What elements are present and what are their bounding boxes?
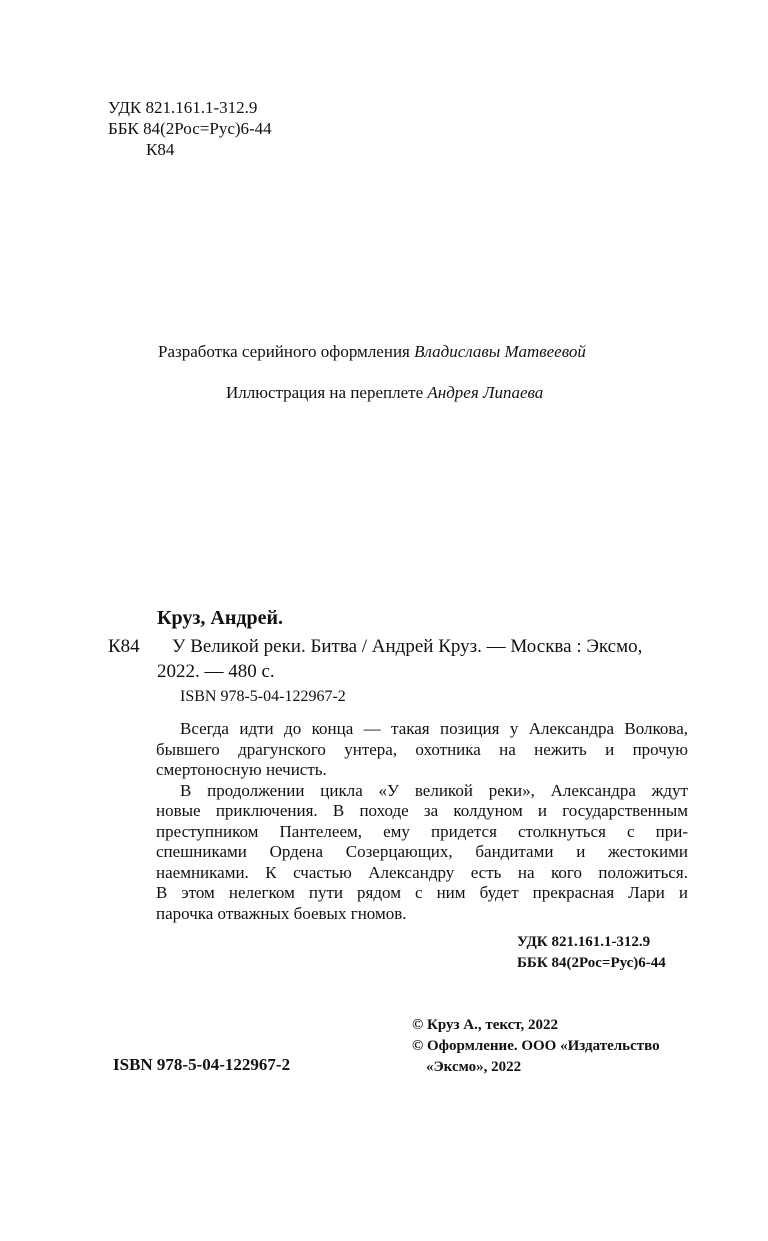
annotation-line: В этом нелегком пути рядом с ним будет прекрасная Лари и (156, 883, 688, 902)
annotation-line: В продолжении цикла «У великой реки», Александра ждут (180, 780, 688, 800)
design-credit-author: Владиславы Матвеевой (414, 342, 586, 361)
copyright-design: © Оформление. ООО «Издательство (412, 1038, 660, 1054)
copyright-design-cont: «Эксмо», 2022 (426, 1059, 522, 1075)
illustration-credit (226, 383, 543, 403)
author-mark: К84 (108, 636, 140, 657)
annotation-line: наемниками. К счастью Александру есть на кого положиться. (156, 862, 688, 882)
author-heading: Круз, Андрей. (157, 607, 284, 629)
annotation-line: бывшего драгунского унтера, охотника на нежить и прочую (156, 739, 688, 759)
annotation-line: парочка отважных боевых гномов. (156, 903, 407, 923)
annotation-line: Всегда идти до конца — такая позиция у Александра Волкова, (180, 719, 688, 738)
isbn-record: ISBN 978-5-04-122967-2 (180, 688, 346, 705)
annotation-line: спешниками Ордена Созерцающих, бандитами и жестокими (156, 842, 688, 861)
annotation (156, 719, 688, 924)
design-credit-label: Разработка серийного оформления (158, 342, 410, 361)
annotation-line: смертоносную нечисть. (156, 760, 327, 779)
illustration-credit-label: Иллюстрация на переплете (226, 383, 424, 402)
isbn-bottom: ISBN 978-5-04-122967-2 (113, 1055, 291, 1074)
illustration-credit-author: Андрея Липаева (427, 383, 544, 402)
title-line-2: 2022. — 480 с. (157, 661, 275, 682)
bbk-code-bottom: ББК 84(2Рос=Рус)6-44 (517, 955, 666, 971)
udk-code-bottom: УДК 821.161.1-312.9 (517, 934, 651, 950)
annotation-line: новые приключения. В походе за колдуном и государственным (156, 801, 688, 820)
udk-code-top: УДК 821.161.1-312.9 (108, 98, 258, 117)
design-credit (158, 342, 586, 362)
bbk-code-top: ББК 84(2Рос=Рус)6-44 (108, 119, 272, 138)
author-mark-top: К84 (146, 140, 175, 159)
annotation-line: преступником Пантелеем, ему придется столкнуться с при- (156, 821, 688, 841)
copyright-text: © Круз А., текст, 2022 (412, 1017, 559, 1033)
title-line-1: У Великой реки. Битва / Андрей Круз. — Москва : Эксмо, (172, 636, 643, 657)
